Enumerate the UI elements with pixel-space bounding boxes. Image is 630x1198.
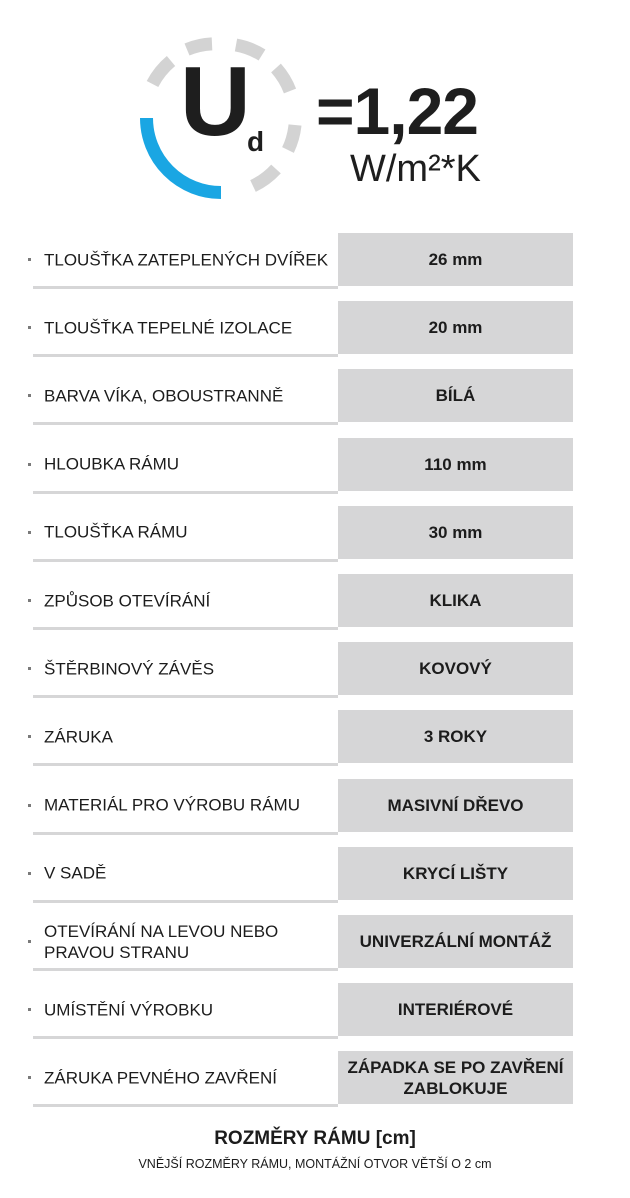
spec-value — [338, 301, 573, 354]
spec-label-cell — [33, 233, 338, 289]
spec-label: ZÁRUKA — [44, 727, 113, 747]
spec-value — [338, 233, 573, 286]
spec-row — [33, 779, 573, 835]
ud-symbol: U — [180, 46, 249, 156]
spec-value — [338, 983, 573, 1036]
ud-subscript: d — [247, 126, 265, 157]
bullet-icon — [28, 804, 31, 807]
spec-label-cell — [33, 642, 338, 698]
spec-label: MATERIÁL PRO VÝROBU RÁMU — [44, 795, 300, 815]
spec-value-text: 30 mm — [428, 522, 483, 542]
spec-value-text: BÍLÁ — [435, 386, 476, 406]
spec-label: TLOUŠŤKA RÁMU — [44, 522, 188, 542]
spec-label-cell — [33, 438, 338, 494]
spec-value — [338, 369, 573, 422]
spec-label-cell — [33, 779, 338, 835]
spec-label: ŠTĚRBINOVÝ ZÁVĚS — [44, 659, 215, 679]
spec-value — [338, 915, 573, 968]
spec-value-text: ZÁPADKA SE PO ZAVŘENÍ ZABLOKUJE — [347, 1057, 564, 1098]
spec-value — [338, 506, 573, 559]
spec-row — [33, 1051, 573, 1107]
bullet-icon — [28, 463, 31, 466]
bullet-icon — [28, 872, 31, 875]
spec-label: BARVA VÍKA, OBOUSTRANNĚ — [44, 386, 284, 406]
spec-value-text: MASIVNÍ DŘEVO — [387, 795, 524, 815]
spec-value-text: 110 mm — [424, 454, 487, 474]
spec-label: UMÍSTĚNÍ VÝROBKU — [44, 1000, 214, 1020]
spec-row — [33, 438, 573, 494]
ud-value-header — [0, 0, 630, 220]
spec-label: TLOUŠŤKA TEPELNÉ IZOLACE — [44, 318, 293, 338]
spec-row — [33, 574, 573, 630]
bullet-icon — [28, 394, 31, 397]
bullet-icon — [28, 326, 31, 329]
bullet-icon — [28, 1076, 31, 1079]
spec-label: HLOUBKA RÁMU — [44, 454, 180, 474]
spec-row — [33, 847, 573, 903]
spec-value-text: INTERIÉROVÉ — [397, 1000, 514, 1020]
spec-label-cell — [33, 574, 338, 630]
spec-value — [338, 847, 573, 900]
spec-label: ZÁRUKA PEVNÉHO ZAVŘENÍ — [44, 1068, 278, 1088]
spec-value — [338, 1051, 573, 1104]
spec-label-cell — [33, 506, 338, 562]
ud-value: =1,22 — [316, 74, 478, 148]
spec-value-text: KLIKA — [429, 591, 482, 610]
spec-value-text: 20 mm — [428, 318, 483, 338]
bullet-icon — [28, 735, 31, 738]
spec-row — [33, 233, 573, 289]
spec-row — [33, 983, 573, 1039]
spec-value — [338, 574, 573, 627]
spec-label-cell — [33, 710, 338, 766]
spec-label: OTEVÍRÁNÍ NA LEVOU NEBO PRAVOU STRANU — [44, 921, 279, 962]
bullet-icon — [28, 667, 31, 670]
spec-row — [33, 710, 573, 766]
spec-label: TLOUŠŤKA ZATEPLENÝCH DVÍŘEK — [44, 250, 329, 269]
spec-value — [338, 438, 573, 491]
frame-dimensions-title: ROZMĚRY RÁMU [cm] — [214, 1128, 416, 1149]
spec-row — [33, 369, 573, 425]
spec-label: V SADĚ — [44, 863, 107, 883]
spec-value-text: 26 mm — [428, 250, 483, 269]
spec-label-cell — [33, 983, 338, 1039]
bullet-icon — [28, 599, 31, 602]
bullet-icon — [28, 531, 31, 534]
bullet-icon — [28, 1008, 31, 1011]
bullet-icon — [28, 940, 31, 943]
spec-label-cell — [33, 369, 338, 425]
spec-value — [338, 710, 573, 763]
spec-row — [33, 642, 573, 698]
spec-value-text: UNIVERZÁLNÍ MONTÁŽ — [359, 932, 552, 951]
bullet-icon — [28, 258, 31, 261]
spec-row — [33, 506, 573, 562]
spec-label-cell — [33, 915, 338, 971]
frame-dimensions-note: VNĚJŠÍ ROZMĚRY RÁMU, MONTÁŽNÍ OTVOR VĚTŠÍ O 2 cm — [138, 1157, 492, 1171]
spec-value-text: KOVOVÝ — [419, 659, 492, 679]
spec-value — [338, 779, 573, 832]
spec-label-cell — [33, 847, 338, 903]
spec-label: ZPŮSOB OTEVÍRÁNÍ — [44, 591, 211, 610]
ud-unit: W/m²*K — [350, 148, 481, 190]
spec-row — [33, 301, 573, 357]
spec-label-cell — [33, 1051, 338, 1107]
spec-label-cell — [33, 301, 338, 357]
spec-row — [33, 915, 573, 971]
spec-value-text: KRYCÍ LIŠTY — [402, 863, 509, 883]
spec-value — [338, 642, 573, 695]
spec-value-text: 3 ROKY — [423, 727, 488, 747]
